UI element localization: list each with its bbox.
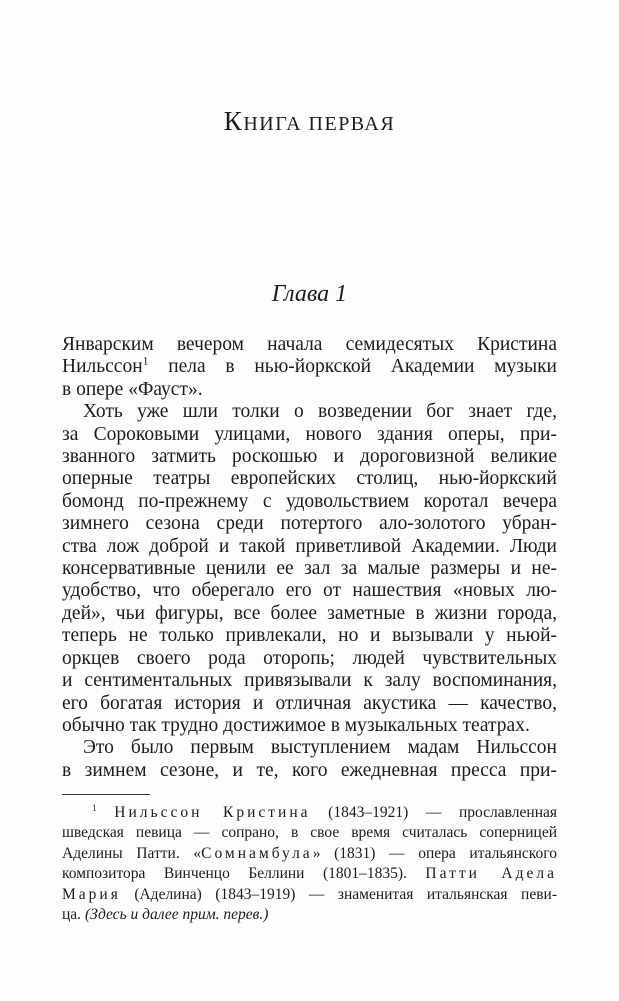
text-line	[62, 446, 557, 468]
text-line	[62, 670, 557, 692]
text-line	[62, 580, 557, 602]
text-segment: ца.	[62, 906, 85, 924]
text-segment: Нильссон	[62, 356, 143, 378]
italic-note: (Здесь и далее прим. перев.)	[84, 906, 269, 924]
text-segment: дей», чьи фигуры, все более заметные в жизни города,	[62, 602, 557, 624]
text-segment: (1843–1921) — прославленная	[310, 804, 558, 821]
text-line	[62, 491, 557, 513]
text-line	[62, 558, 557, 580]
text-line	[62, 715, 557, 737]
footnote	[62, 794, 557, 925]
letterspaced-name: Патти Адела	[425, 865, 558, 883]
text-segment: Хоть уже шли толки о возведении бог знает где,	[83, 401, 557, 423]
text-segment: в зимнем сезоне, и те, кого ежедневная пресса при-	[62, 759, 557, 781]
letterspaced-name: Мария	[62, 885, 121, 903]
text-segment: оперные театры европейских столиц, нью-йоркский	[62, 468, 557, 490]
text-segment: композитора Винченцо Беллини (1801–1835).	[62, 865, 426, 883]
text-segment: бомонд по-прежнему с удовольствием коротал вечера	[62, 490, 557, 512]
text-line	[62, 864, 557, 884]
text-segment: зимнего сезона среди потертого ало-золотого убран-	[62, 513, 557, 535]
text-segment: за Сороковыми улицами, нового здания оперы, при-	[62, 423, 557, 445]
text-line	[62, 803, 557, 823]
text-line	[62, 823, 557, 843]
text-line	[62, 379, 557, 401]
text-segment: оркцев своего рода оторопь; людей чувствительных	[62, 647, 557, 669]
text-segment: обычно так трудно достижимое в музыкальных театрах.	[62, 714, 530, 736]
text-line	[62, 844, 557, 864]
chapter-title: Глава 1	[271, 281, 348, 307]
footnote-separator	[62, 794, 150, 795]
text-segment: удобство, что оберегало его от нашествия «новых лю-	[62, 580, 557, 602]
footnote-reference: 1	[92, 803, 97, 814]
text-line	[62, 760, 557, 782]
text-segment: Это было первым выступлением мадам Нильссон	[83, 737, 557, 759]
text-segment	[97, 804, 115, 821]
paragraph	[62, 401, 557, 737]
text-segment: теперь не только привлекали, но и вызывали у ньюй-	[62, 625, 557, 647]
text-line	[62, 603, 557, 625]
text-segment: пела в нью-йоркской Академии музыки	[148, 356, 557, 378]
text-line	[62, 334, 557, 356]
body-text	[62, 334, 557, 782]
text-segment: ства лож доброй и такой приветливой Академии. Люди	[62, 535, 557, 557]
text-line	[62, 648, 557, 670]
text-line	[62, 468, 557, 490]
text-segment: » (1831) — опера итальянского	[312, 844, 557, 862]
text-line	[62, 625, 557, 647]
text-line	[62, 356, 557, 378]
text-line	[62, 693, 557, 715]
text-line	[62, 737, 557, 759]
text-line	[62, 513, 557, 535]
footnote-reference: 1	[142, 354, 149, 368]
text-segment: Аделины Патти. «	[62, 844, 202, 862]
text-line	[62, 536, 557, 558]
text-line	[62, 905, 557, 925]
text-segment: и сентиментальных привязывали к залу воспоминания,	[62, 670, 557, 692]
letterspaced-name: Нильссон Кристина	[114, 804, 311, 821]
text-segment: шведская певица — сопрано, в свое время считалась соперницей	[62, 824, 557, 842]
text-line	[62, 885, 557, 905]
book-title: КНИГА ПЕРВАЯ	[223, 106, 396, 136]
text-segment: Январским вечером начала семидесятых Кристина	[62, 334, 557, 355]
text-line	[62, 401, 557, 423]
text-segment: (Аделина) (1843–1919) — знаменитая итальянская певи-	[120, 885, 557, 903]
text-segment: в опере «Фауст».	[62, 378, 203, 400]
text-segment: консервативные ценили ее зал за малые размеры и не-	[62, 558, 557, 580]
paragraph	[62, 737, 557, 782]
letterspaced-name: Сомнамбула	[201, 844, 313, 862]
text-line	[62, 424, 557, 446]
text-segment: званного затмить роскошью и дороговизной великие	[62, 446, 557, 468]
paragraph	[62, 334, 557, 401]
text-segment: его богатая история и отличная акустика — качество,	[62, 692, 557, 714]
